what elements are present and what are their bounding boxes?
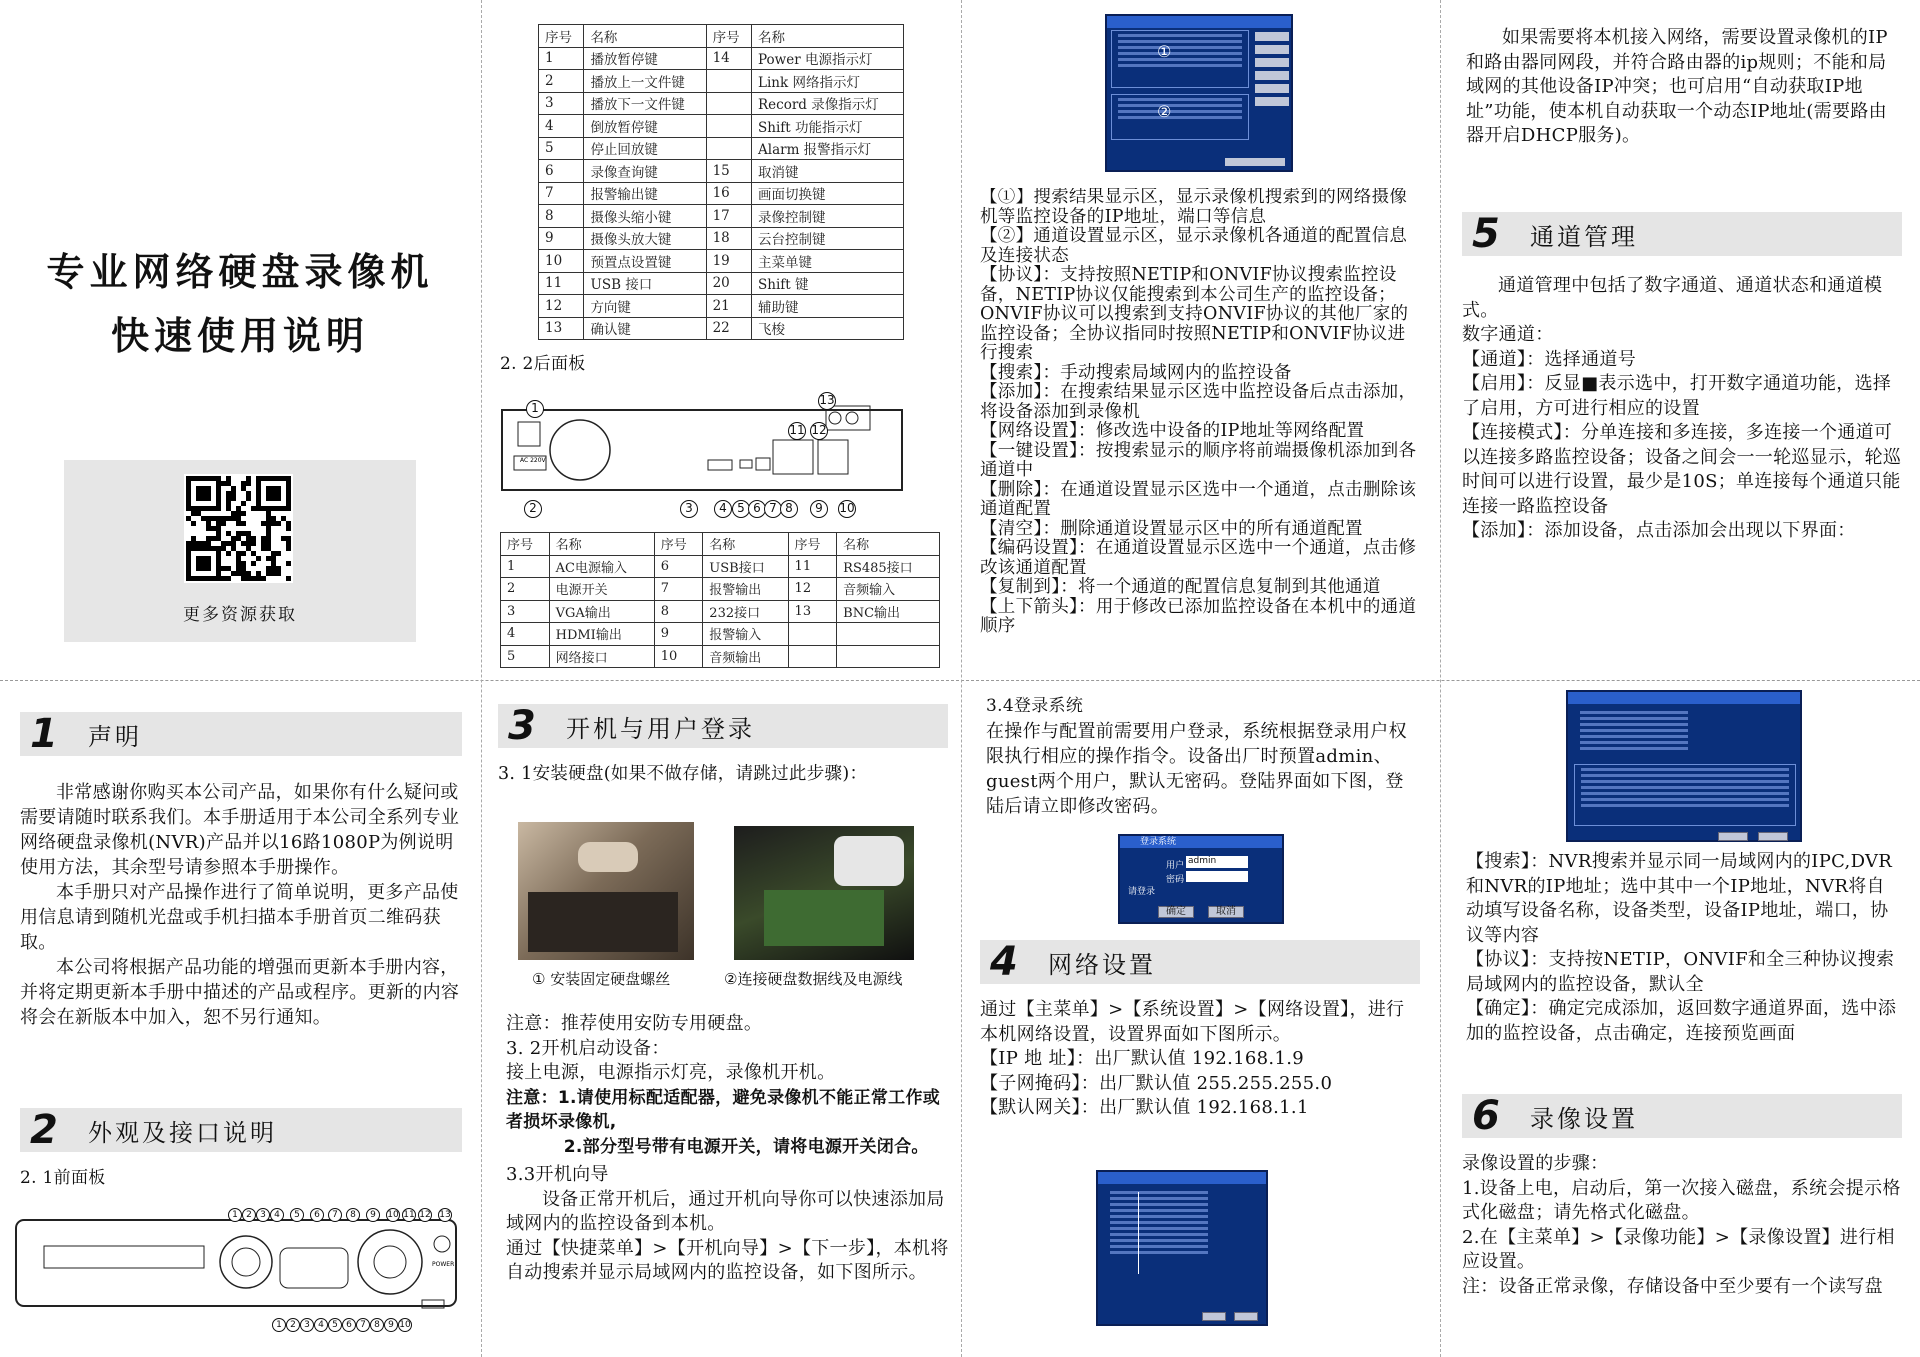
table-row <box>501 600 940 623</box>
section-1-paragraphs <box>20 780 462 1030</box>
search-desc-item: 【上下箭头】：用于修改已添加监控设备在本机中的通道顺序 <box>980 596 1417 636</box>
table-cell <box>706 115 751 138</box>
table-cell: 21 <box>706 295 751 318</box>
rear-callout-8: 8 <box>780 500 798 518</box>
section-2-header <box>20 1108 462 1152</box>
rear-callout-6: 6 <box>748 500 766 518</box>
section-3 <box>498 700 948 787</box>
front-panel-title: 2. 1前面板 <box>20 1168 106 1188</box>
add-device-desc-item: 【搜索】：NVR搜索并显示同一局域网内的IPC,DVR和NVR的IP地址；选中其中一个IP地址，NVR将自动填写设备名称，设备类型，设备IP地址，端口，协议等内容 <box>1466 851 1893 946</box>
front-panel-marker: 9 <box>384 1318 398 1332</box>
section-6-line: 1.设备上电，启动后，第一次接入磁盘，系统会提示格式化磁盘；请先格式化磁盘。 <box>1462 1177 1901 1223</box>
table-cell: 主菜单键 <box>752 250 904 273</box>
network-default-line: 【子网掩码】：出厂默认值 255.255.255.0 <box>980 1072 1333 1094</box>
section-4-number: 4 <box>990 939 1018 985</box>
section-5-line: 【连接模式】：分单连接和多连接，多连接一个通道可以连接多路监控设备；设备之间会一一轮巡显示，轮巡时间可以进行设置，最少是10S；单连接每个通道只能连接一路监控设备 <box>1462 422 1902 517</box>
network-default-line: 【IP 地 址】：出厂默认值 192.168.1.9 <box>980 1048 1304 1069</box>
search-desc-item: 【网络设置】：修改选中设备的IP地址等网络配置 <box>980 421 1365 441</box>
table-cell: 10 <box>654 645 703 668</box>
channel-setting-area-marker: ② <box>1157 102 1172 121</box>
login-prompt: 请登录 <box>1128 887 1156 897</box>
table-cell: 17 <box>706 205 751 228</box>
table-row <box>501 578 940 601</box>
step-3-1: 3. 1安装硬盘(如果不做存储，请跳过此步骤)： <box>498 764 868 784</box>
table-cell: USB接口 <box>703 555 788 578</box>
table-row <box>539 227 904 250</box>
table-cell: 13 <box>788 600 837 623</box>
rear-panel-title: 2. 2后面板 <box>500 354 586 374</box>
table-cell: Link 网络指示灯 <box>752 70 904 93</box>
login-text: 在操作与配置前需要用户登录，系统根据登录用户权限执行相应的操作指令。设备出厂时预置admin、guest两个用户，默认无密码。登陆界面如下图，登陆后请立即修改密码。 <box>986 721 1407 817</box>
front-panel-marker: 5 <box>328 1318 342 1332</box>
table-cell <box>706 70 751 93</box>
table-cell: 5 <box>501 645 550 668</box>
front-panel-marker: 10 <box>387 1210 399 1220</box>
table-row <box>539 272 904 295</box>
search-desc-item: 【复制到】：将一个通道的配置信息复制到其他通道 <box>980 577 1381 597</box>
search-desc-item: 【清空】：删除通道设置显示区中的所有通道配置 <box>980 518 1363 539</box>
table-cell <box>706 137 751 160</box>
table-row <box>539 295 904 318</box>
section-4-lines <box>980 1047 1420 1121</box>
section-3-body <box>506 1012 950 1286</box>
section-4-header <box>980 940 1420 984</box>
table-cell <box>788 645 837 668</box>
section-4 <box>980 936 1420 1121</box>
table-cell: 232接口 <box>703 600 788 623</box>
table-row <box>539 317 904 340</box>
step-3-3-p2: 通过【快捷菜单】>【开机向导】>【下一步】，本机将自动搜索并显示局域网内的监控设备，如下图所示。 <box>506 1237 949 1283</box>
section-6-title: 录像设置 <box>1530 1104 1638 1133</box>
rear-callout-7: 7 <box>764 500 782 518</box>
add-device-desc-item: 【确定】：确定完成添加，返回数字通道界面，选中添加的监控设备，点击确定，连接预览画面 <box>1466 998 1897 1044</box>
rear-callout-10: 10 <box>838 500 856 518</box>
front-panel-marker: 9 <box>366 1208 380 1222</box>
table-row <box>539 160 904 183</box>
rear-callout-11: 11 <box>788 422 806 440</box>
search-desc-item: 【搜索】：手动搜索局域网内的监控设备 <box>980 362 1292 383</box>
table-cell: 18 <box>706 227 751 250</box>
rear-callout-5: 5 <box>732 500 750 518</box>
table-cell: 11 <box>788 555 837 578</box>
front-panel-marker: 12 <box>419 1210 431 1220</box>
table-cell: USB 接口 <box>584 272 706 295</box>
login-section <box>986 694 1422 819</box>
section-6-header <box>1462 1094 1902 1138</box>
front-panel-marker: 7 <box>356 1318 370 1332</box>
step-3-2-text: 接上电源，电源指示灯亮，录像机开机。 <box>506 1062 836 1083</box>
search-desc-item: 【添加】：在搜索结果显示区选中监控设备后点击添加，将设备添加到录像机 <box>980 382 1417 422</box>
table-row <box>501 645 940 668</box>
table-cell: 6 <box>539 160 584 183</box>
section-1-header <box>20 712 462 756</box>
table-cell: 云台控制键 <box>752 227 904 250</box>
table-cell: AC电源输入 <box>549 555 654 578</box>
table-header-cell: 序号 <box>788 533 837 556</box>
table-row <box>539 205 904 228</box>
table-cell: 音频输入 <box>837 578 940 601</box>
photo-connect-cables <box>734 826 914 960</box>
table-header-row <box>501 533 940 556</box>
table-cell: VGA输出 <box>549 600 654 623</box>
network-intro-text: 如果需要将本机接入网络，需要设置录像机的IP和路由器同网段，并符合路由器的ip规则；不能和局域网的其他设备IP冲突；也可启用“自动获取IP地址”功能，使本机自动获取一个动态IP地址(需要路由器开启DHCP服务)。 <box>1466 27 1888 146</box>
table-cell: 5 <box>539 137 584 160</box>
harddisk-note: 注意：推荐使用安防专用硬盘。 <box>506 1013 763 1034</box>
qr-code-image <box>184 474 293 583</box>
table-cell: 2 <box>539 70 584 93</box>
section-4-intro: 通过【主菜单】>【系统设置】>【网络设置】，进行本机网络设置，设置界面如下图所示。 <box>980 999 1405 1045</box>
table-cell: 19 <box>706 250 751 273</box>
rear-callout-12: 12 <box>810 422 828 440</box>
table-header-cell: 序号 <box>706 25 751 48</box>
step-3-3-p1: 设备正常开机后，通过开机向导你可以快速添加局域网内的监控设备到本机。 <box>506 1188 945 1234</box>
table-cell: 报警输出键 <box>584 182 706 205</box>
table-cell: 停止回放键 <box>584 137 706 160</box>
table-cell: RS485接口 <box>837 555 940 578</box>
section-5-title: 通道管理 <box>1530 222 1638 251</box>
table-cell: 3 <box>539 92 584 115</box>
cover-title-1: 专业网络硬盘录像机 <box>46 250 434 294</box>
section-1-paragraph: 本公司将根据产品功能的增强而更新本手册内容，并将定期更新本手册中描述的产品或程序。更新的内容将会在新版本中加入，恕不另行通知。 <box>20 957 460 1028</box>
section-2-number: 2 <box>30 1107 58 1153</box>
table-cell <box>788 623 837 646</box>
table-cell: 音频输出 <box>703 645 788 668</box>
front-panel-marker: 4 <box>314 1318 328 1332</box>
table-cell: 摄像头放大键 <box>584 227 706 250</box>
table-cell: 13 <box>539 317 584 340</box>
front-panel-key-table <box>538 24 908 340</box>
cover-panel <box>20 240 460 368</box>
table-header-cell: 名称 <box>549 533 654 556</box>
table-cell: 20 <box>706 272 751 295</box>
fold-line-3 <box>1440 0 1441 1357</box>
section-5-line: 数字通道： <box>1462 324 1554 345</box>
login-cancel-button[interactable]: 取消 <box>1208 906 1244 918</box>
table-cell: 9 <box>539 227 584 250</box>
add-device-screenshot <box>1566 690 1802 842</box>
table-cell: 14 <box>706 47 751 70</box>
table-cell: 电源开关 <box>549 578 654 601</box>
section-3-header <box>498 704 948 748</box>
table-row <box>539 137 904 160</box>
cover-title-2: 快速使用说明 <box>110 314 369 358</box>
section-5-header <box>1462 212 1902 256</box>
search-description-list <box>980 188 1422 637</box>
rear-panel-section <box>500 352 940 672</box>
table-cell: 10 <box>539 250 584 273</box>
table-cell: 2 <box>501 578 550 601</box>
login-title: 3.4登录系统 <box>986 696 1084 716</box>
table-cell: 15 <box>706 160 751 183</box>
table-cell: 1 <box>501 555 550 578</box>
table-cell: 录像查询键 <box>584 160 706 183</box>
table-cell: 倒放暂停键 <box>584 115 706 138</box>
table-cell: 7 <box>539 182 584 205</box>
table-header-cell: 名称 <box>584 25 706 48</box>
search-desc-item: 【②】通道设置显示区，显示录像机各通道的配置信息及连接状态 <box>980 226 1408 266</box>
table-cell: 4 <box>501 623 550 646</box>
section-6-lines <box>1462 1152 1902 1299</box>
table-cell: 画面切换键 <box>752 182 904 205</box>
login-dialog-screenshot <box>1118 834 1284 924</box>
svg-text:AC 220V: AC 220V <box>520 457 546 464</box>
rear-callout-2: 2 <box>524 500 542 518</box>
table-cell: Power 电源指示灯 <box>752 47 904 70</box>
rear-callout-1: 1 <box>526 400 544 418</box>
search-desc-item: 【编码设置】：在通道设置显示区选中一个通道，点击修改该通道配置 <box>980 538 1417 578</box>
network-intro <box>1466 26 1902 149</box>
table-cell: 播放下一文件键 <box>584 92 706 115</box>
table-cell: 网络接口 <box>549 645 654 668</box>
table-cell: 报警输出 <box>703 578 788 601</box>
add-device-desc-item: 【协议】：支持按NETIP，ONVIF和全三种协议搜索局域网内的监控设备，默认全 <box>1466 949 1895 995</box>
rear-callout-9: 9 <box>810 500 828 518</box>
section-2 <box>20 1104 462 1191</box>
section-6-number: 6 <box>1472 1093 1500 1139</box>
front-panel-marker: 6 <box>310 1208 324 1222</box>
horizontal-fold-line <box>0 680 1920 681</box>
table-row <box>501 555 940 578</box>
search-desc-item: 【一键设置】：按搜索显示的顺序将前端摄像机添加到各通道中 <box>980 440 1417 480</box>
rear-callout-13: 13 <box>818 392 836 410</box>
table-cell: 22 <box>706 317 751 340</box>
table-cell: 3 <box>501 600 550 623</box>
login-password-input[interactable] <box>1186 871 1248 882</box>
table-cell: 飞梭 <box>752 317 904 340</box>
device-search-screenshot <box>1105 14 1293 172</box>
table-row <box>539 115 904 138</box>
table-cell: 播放暂停键 <box>584 47 706 70</box>
section-5-number: 5 <box>1472 211 1500 257</box>
warning-1: 注意：1.请使用标配适配器，避免录像机不能正常工作或者损坏录像机, <box>506 1087 941 1132</box>
table-cell: 4 <box>539 115 584 138</box>
section-1-title: 声明 <box>88 722 142 751</box>
table-cell: 1 <box>539 47 584 70</box>
table-cell: 取消键 <box>752 160 904 183</box>
front-panel-marker: 10 <box>399 1320 411 1330</box>
table-cell: 9 <box>654 623 703 646</box>
table-cell <box>837 623 940 646</box>
power-label: POWER <box>432 1261 455 1268</box>
front-panel-marker: 1 <box>228 1208 242 1222</box>
table-cell: Shift 功能指示灯 <box>752 115 904 138</box>
step-3-2: 3. 2开机启动设备： <box>506 1037 670 1059</box>
qr-box <box>64 460 416 642</box>
table-cell <box>837 645 940 668</box>
front-panel-marker: 3 <box>300 1318 314 1332</box>
section-5-line: 【通道】：选择通道号 <box>1462 348 1636 370</box>
table-cell: 摄像头缩小键 <box>584 205 706 228</box>
login-user-select[interactable]: admin <box>1186 856 1248 868</box>
front-panel-marker: 2 <box>286 1318 300 1332</box>
table-cell: 12 <box>788 578 837 601</box>
table-cell: 预置点设置键 <box>584 250 706 273</box>
table-cell: 报警输入 <box>703 623 788 646</box>
section-3-title: 开机与用户登录 <box>566 714 755 743</box>
front-panel-marker: 13 <box>439 1210 451 1220</box>
table-header-cell: 序号 <box>654 533 703 556</box>
front-panel-marker: 4 <box>270 1208 284 1222</box>
front-panel-marker: 7 <box>328 1208 342 1222</box>
table-row <box>539 92 904 115</box>
table-row <box>501 623 940 646</box>
table-header-cell: 序号 <box>539 25 584 48</box>
table-header-cell: 序号 <box>501 533 550 556</box>
network-settings-screenshot <box>1096 1170 1268 1326</box>
table-cell: 方向键 <box>584 295 706 318</box>
table-cell: 11 <box>539 272 584 295</box>
rear-callout-3: 3 <box>680 500 698 518</box>
photo-install-screws <box>518 822 694 960</box>
section-5-line: 【启用】：反显■表示选中，打开数字通道功能，选择了启用，方可进行相应的设置 <box>1462 373 1892 419</box>
front-panel-marker: 3 <box>256 1208 270 1222</box>
search-result-area-marker: ① <box>1157 42 1172 61</box>
front-panel-marker: 8 <box>370 1318 384 1332</box>
section-5-intro: 通道管理中包括了数字通道、通道状态和通道模式。 <box>1462 275 1883 321</box>
section-5-lines <box>1462 323 1902 544</box>
network-default-line: 【默认网关】：出厂默认值 192.168.1.1 <box>980 1097 1309 1118</box>
section-5 <box>1462 208 1902 544</box>
photo-caption-1: ① 安装固定硬盘螺丝 <box>532 970 671 988</box>
front-panel-marker: 5 <box>290 1208 304 1222</box>
section-2-title: 外观及接口说明 <box>88 1118 277 1147</box>
table-cell: 确认键 <box>584 317 706 340</box>
section-6-line: 2.在【主菜单】>【录像功能】>【录像设置】进行相应设置。 <box>1462 1226 1895 1272</box>
section-1-paragraph: 非常感谢你购买本公司产品，如果你有什么疑问或需要请随时联系我们。本手册适用于本公司全系列专业网络硬盘录像机(NVR)产品并以16路1080P为例说明使用方法，其余型号请参照本手册操作。 <box>20 782 460 878</box>
add-device-description <box>1466 850 1902 1046</box>
table-cell: 辅助键 <box>752 295 904 318</box>
table-header-cell: 名称 <box>703 533 788 556</box>
table-cell: 6 <box>654 555 703 578</box>
section-1-paragraph: 本手册只对产品操作进行了简单说明，更多产品使用信息请到随机光盘或手机扫描本手册首页二维码获取。 <box>20 882 459 953</box>
section-6-line: 录像设置的步骤： <box>1462 1153 1609 1174</box>
section-1 <box>20 708 462 1030</box>
front-panel-marker: 11 <box>403 1210 415 1220</box>
fold-line-2 <box>961 0 962 1357</box>
section-5-line: 【添加】：添加设备，点击添加会出现以下界面： <box>1462 520 1856 541</box>
table-cell: 8 <box>654 600 703 623</box>
section-6 <box>1462 1090 1902 1299</box>
rear-callout-4: 4 <box>714 500 732 518</box>
fold-line-1 <box>481 0 482 1357</box>
table-row <box>539 70 904 93</box>
front-panel-marker: 1 <box>272 1318 286 1332</box>
warning-2: 2.部分型号带有电源开关，请将电源开关闭合。 <box>563 1136 929 1157</box>
front-panel-diagram <box>14 1210 464 1330</box>
section-3-number: 3 <box>508 703 536 749</box>
table-cell: Alarm 报警指示灯 <box>752 137 904 160</box>
search-desc-item: 【删除】：在通道设置显示区选中一个通道，点击删除该通道配置 <box>980 479 1417 519</box>
search-desc-item: 【①】搜索结果显示区，显示录像机搜索到的网络摄像机等监控设备的IP地址，端口等信息 <box>980 188 1408 227</box>
step-3-3: 3.3开机向导 <box>506 1164 609 1185</box>
qr-caption: 更多资源获取 <box>183 605 297 625</box>
table-cell: Shift 键 <box>752 272 904 295</box>
search-desc-item: 【协议】：支持按照NETIP和ONVIF协议搜索监控设备，NETIP协议仅能搜索到本公司生产的监控设备；ONVIF协议可以搜索到支持ONVIF协议的其他厂家的监控设备；全协议指同时按照NETIP和ONVIF协议进行搜索 <box>980 265 1409 363</box>
front-panel-marker: 8 <box>346 1208 360 1222</box>
table-header-row <box>539 25 904 48</box>
table-cell: 12 <box>539 295 584 318</box>
table-cell: HDMI输出 <box>549 623 654 646</box>
table-row <box>539 47 904 70</box>
front-panel-marker: 6 <box>342 1318 356 1332</box>
table-cell: 16 <box>706 182 751 205</box>
table-row <box>539 182 904 205</box>
section-1-number: 1 <box>30 711 58 757</box>
table-cell: 录像控制键 <box>752 205 904 228</box>
table-cell: BNC输出 <box>837 600 940 623</box>
table-cell: Record 录像指示灯 <box>752 92 904 115</box>
section-6-line: 注：设备正常录像，存储设备中至少要有一个读写盘 <box>1462 1275 1883 1297</box>
login-pass-label: 密码 <box>1166 875 1185 885</box>
table-header-cell: 名称 <box>752 25 904 48</box>
front-panel-marker: 2 <box>242 1208 256 1222</box>
table-cell: 7 <box>654 578 703 601</box>
table-header-cell: 名称 <box>837 533 940 556</box>
login-user-label: 用户 <box>1166 861 1185 871</box>
table-cell: 播放上一文件键 <box>584 70 706 93</box>
table-cell <box>706 92 751 115</box>
table-cell: 8 <box>539 205 584 228</box>
table-row <box>539 250 904 273</box>
photo-caption-2: ②连接硬盘数据线及电源线 <box>724 970 903 988</box>
section-4-title: 网络设置 <box>1048 950 1156 979</box>
login-dialog-title: 登录系统 <box>1120 836 1282 848</box>
login-ok-button[interactable]: 确定 <box>1158 906 1194 918</box>
